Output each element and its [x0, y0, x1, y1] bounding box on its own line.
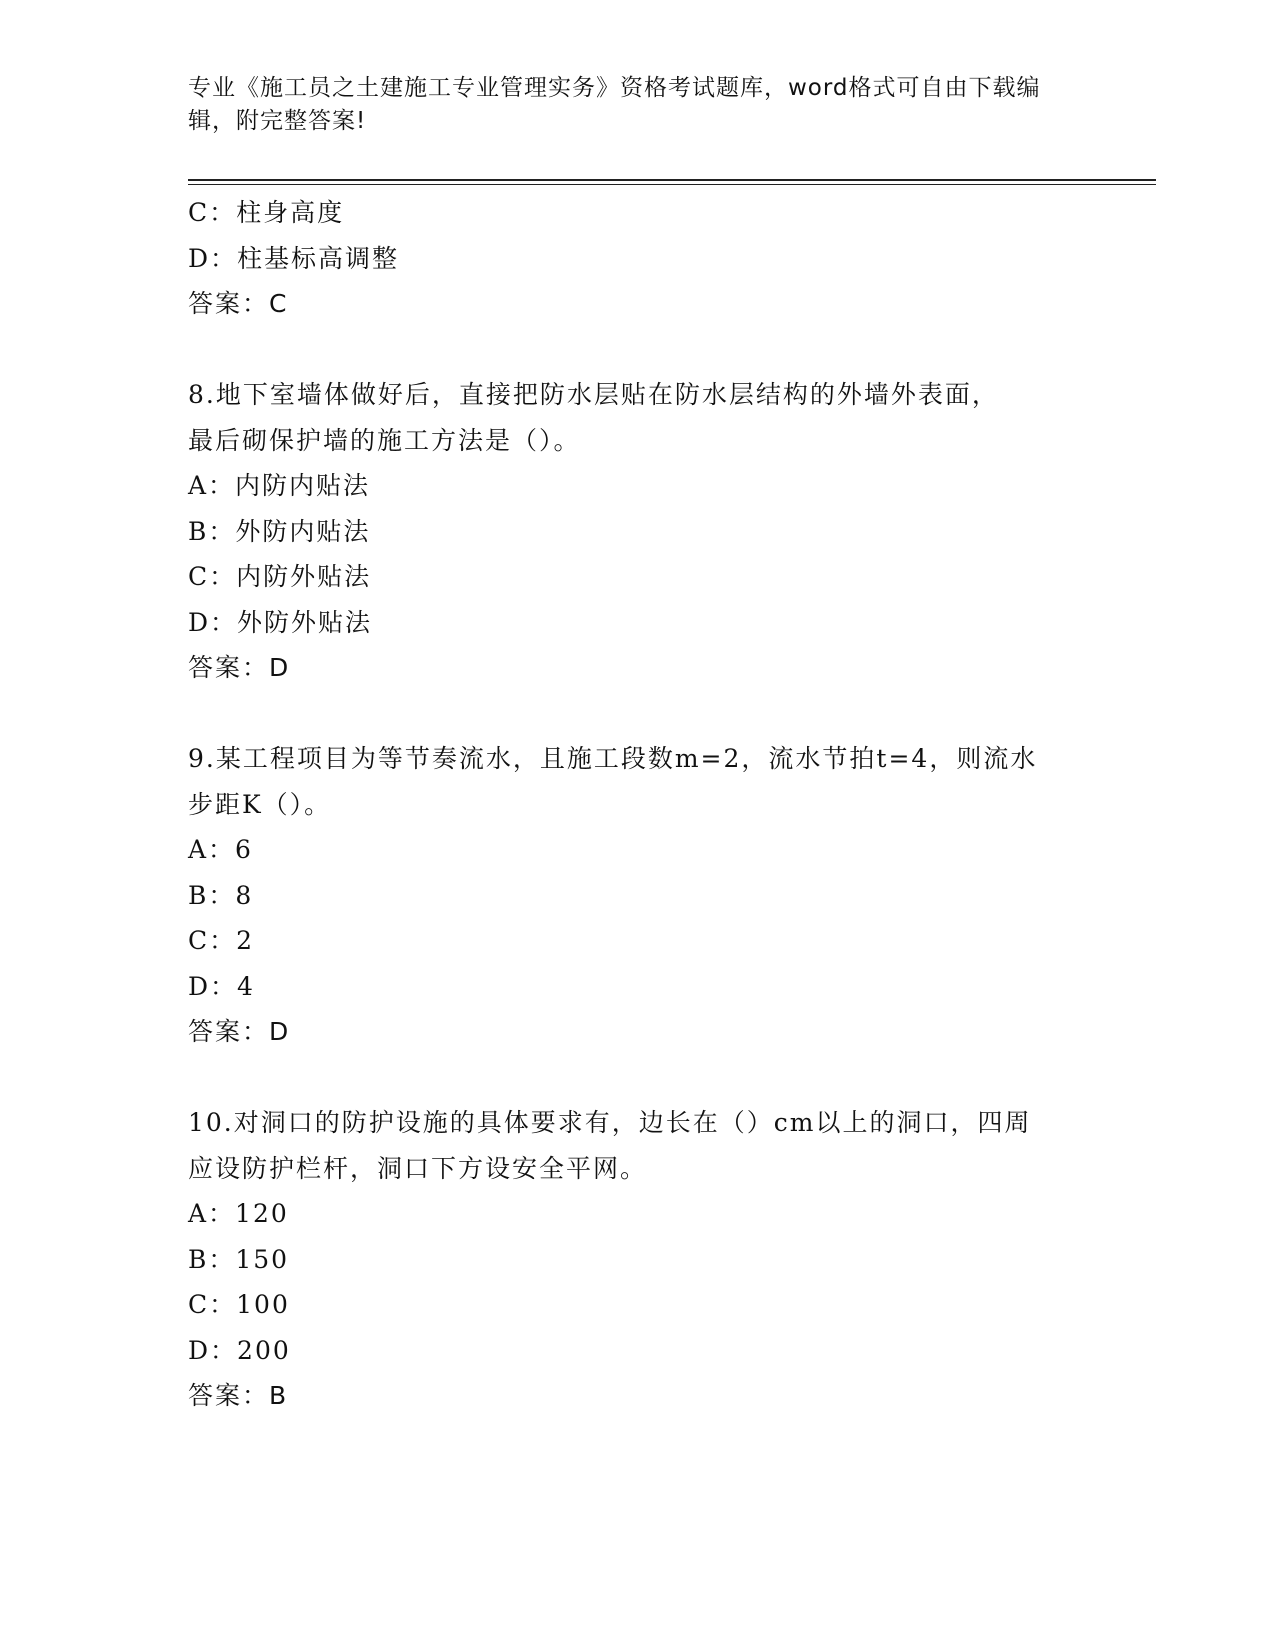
option-d: D：柱基标高调整	[188, 243, 400, 273]
option-c: C：内防外贴法	[188, 562, 372, 591]
question-spacer	[188, 1055, 1088, 1101]
header-line-1: 专业《施工员之土建施工专业管理实务》资格考试题库，word格式可自由下载编	[188, 75, 1041, 101]
page-header	[188, 72, 1088, 138]
answer-line: 答案：B	[188, 1381, 289, 1410]
answer-line: 答案：D	[188, 653, 291, 682]
option-c: C：2	[188, 926, 255, 955]
option-b: B：150	[188, 1244, 290, 1274]
question-8	[188, 372, 1088, 691]
question-stem-line-1: 10.对洞口的防护设施的具体要求有，边长在（）cm以上的洞口，四周	[188, 1108, 1032, 1137]
question-9	[188, 736, 1088, 1055]
option-b: B：外防内贴法	[188, 516, 371, 546]
answer-line: 答案：C	[188, 289, 289, 318]
header-divider-thin	[188, 184, 1156, 185]
option-a: A：120	[188, 1199, 289, 1228]
question-spacer	[188, 327, 1088, 373]
question-spacer	[188, 691, 1088, 737]
option-d: D：外防外贴法	[188, 607, 373, 637]
header-line-2: 辑，附完整答案!	[188, 108, 367, 134]
question-stem-line-2: 步距K（）。	[188, 789, 332, 819]
option-a: A：6	[188, 835, 253, 864]
option-c: C：100	[188, 1290, 290, 1319]
question-stem-line-2: 应设防护栏杆，洞口下方设安全平网。	[188, 1153, 648, 1183]
option-c: C：柱身高度	[188, 198, 345, 227]
question-stem-line-1: 9.某工程项目为等节奏流水，且施工段数m=2，流水节拍t=4，则流水	[188, 744, 1038, 773]
question-10	[188, 1100, 1088, 1419]
question-7-continued	[188, 190, 1088, 327]
question-stem-line-1: 8.地下室墙体做好后，直接把防水层贴在防水层结构的外墙外表面，	[188, 380, 999, 409]
option-d: D：4	[188, 971, 255, 1001]
option-d: D：200	[188, 1335, 291, 1365]
answer-line: 答案：D	[188, 1017, 291, 1046]
option-b: B：8	[188, 880, 254, 910]
option-a: A：内防内贴法	[188, 471, 371, 500]
question-stem-line-2: 最后砌保护墙的施工方法是（）。	[188, 425, 581, 455]
question-list	[188, 190, 1088, 1419]
header-divider-thick	[188, 179, 1156, 181]
